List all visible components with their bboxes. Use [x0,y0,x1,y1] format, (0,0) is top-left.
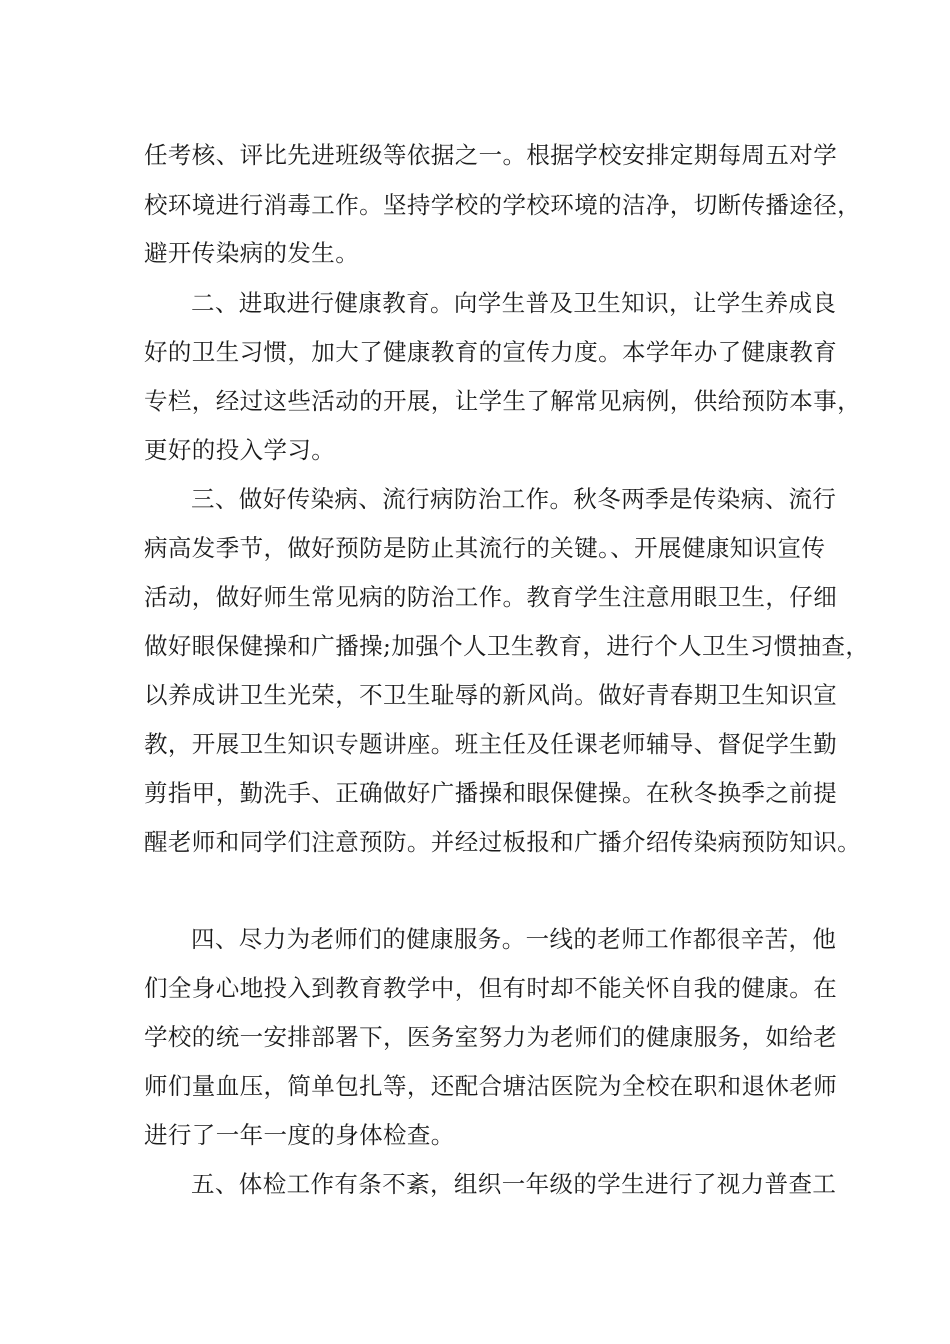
text-line: 病高发季节，做好预防是防止其流行的关键。、开展健康知识宣传 [144,534,826,562]
text-line: 教，开展卫生知识专题讲座。班主任及任课老师辅导、督促学生勤 [144,730,838,758]
text-line: 进行了一年一度的身体检查。 [144,1121,455,1149]
paragraph-first-line: 三、做好传染病、流行病防治工作。秋冬两季是传染病、流行 [191,485,837,513]
text-line: 任考核、评比先进班级等依据之一。根据学校安排定期每周五对学 [144,141,838,169]
text-line: 学校的统一安排部署下，医务室努力为老师们的健康服务，如给老 [144,1023,838,1051]
text-line: 专栏，经过这些活动的开展，让学生了解常见病例，供给预防本事， [144,387,861,415]
text-line: 避开传染病的发生。 [144,239,360,267]
text-line: 校环境进行消毒工作。坚持学校的学校环境的洁净，切断传播途径， [144,191,861,219]
paragraph-first-line: 四、尽力为老师们的健康服务。一线的老师工作都很辛苦，他 [191,925,837,953]
text-line: 做好眼保健操和广播操;加强个人卫生教育，进行个人卫生习惯抽查， [144,632,870,660]
text-line: 剪指甲，勤洗手、正确做好广播操和眼保健操。在秋冬换季之前提 [144,779,838,807]
text-line: 更好的投入学习。 [144,436,336,464]
text-line: 好的卫生习惯，加大了健康教育的宣传力度。本学年办了健康教育 [144,338,838,366]
text-line: 醒老师和同学们注意预防。并经过板报和广播介绍传染病预防知识。 [144,828,861,856]
paragraph-first-line: 二、进取进行健康教育。向学生普及卫生知识，让学生养成良 [191,289,837,317]
text-line: 以养成讲卫生光荣，不卫生耻辱的新风尚。做好青春期卫生知识宣 [144,681,838,709]
text-line: 们全身心地投入到教育教学中，但有时却不能关怀自我的健康。在 [144,974,838,1002]
text-line: 师们量血压，简单包扎等，还配合塘沽医院为全校在职和退休老师 [144,1072,838,1100]
paragraph-first-line: 五、体检工作有条不紊，组织一年级的学生进行了视力普查工 [191,1170,837,1198]
text-line: 活动，做好师生常见病的防治工作。教育学生注意用眼卫生，仔细 [144,583,838,611]
